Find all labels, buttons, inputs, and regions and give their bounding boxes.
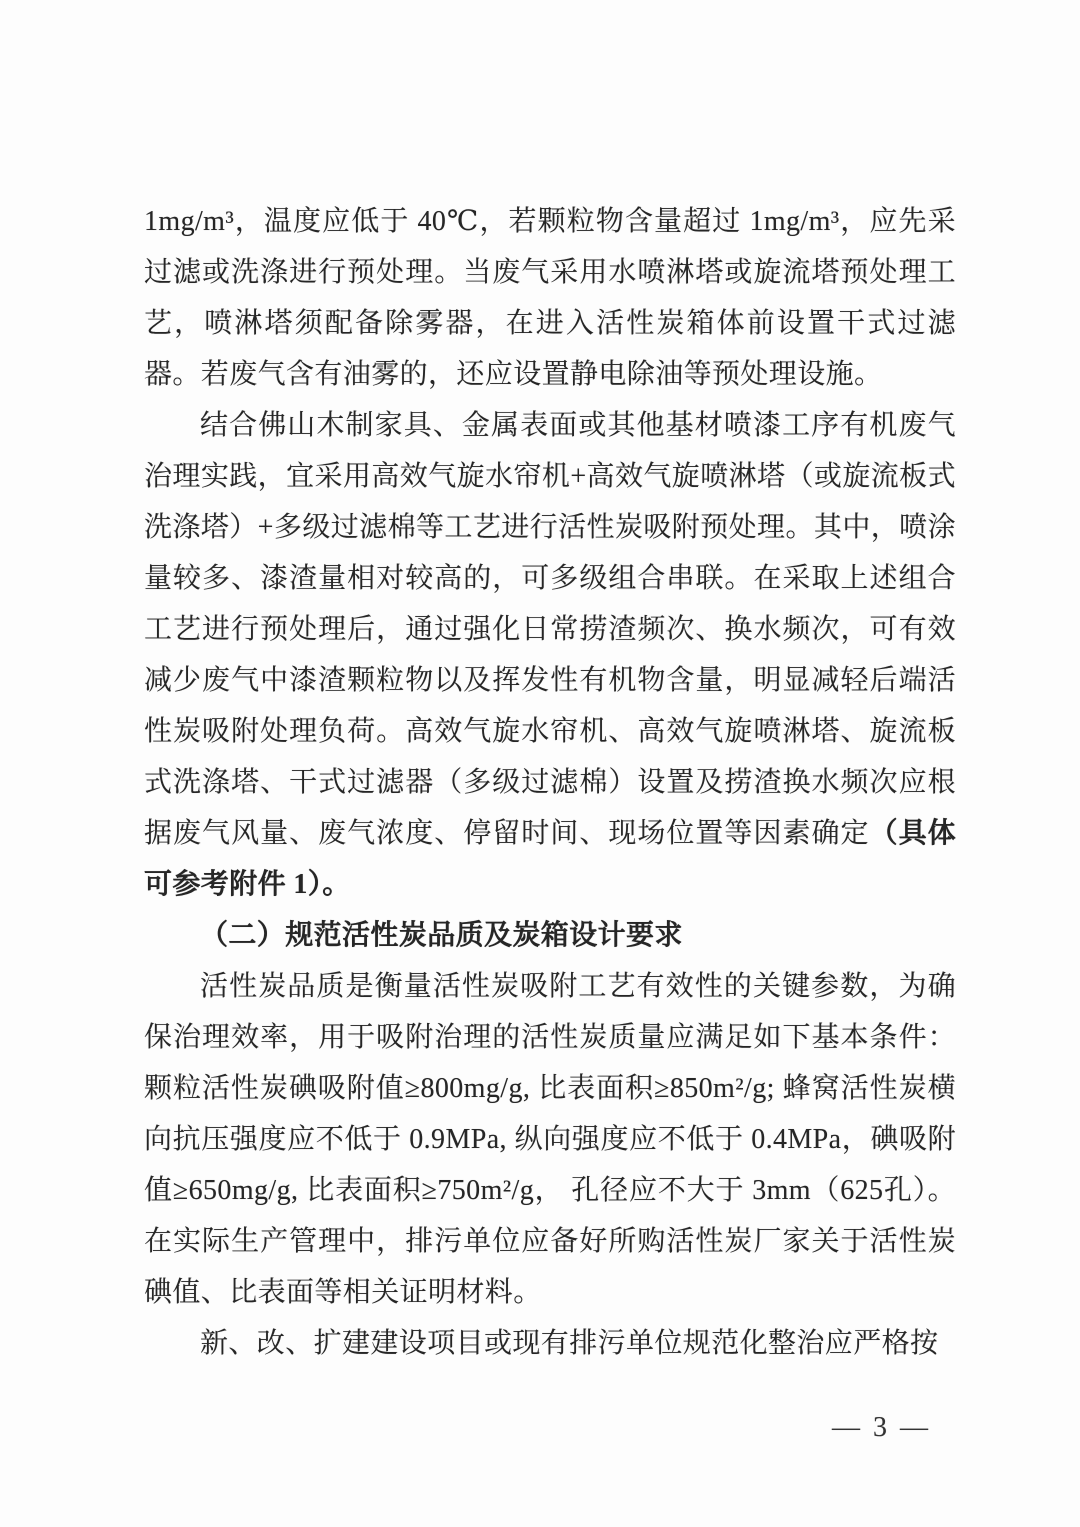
attachment-reference-bold: （具体可参考附件 1）。	[144, 818, 956, 900]
paragraph-foshan-practice	[144, 400, 956, 910]
paragraph-carbon-quality-criteria: 活性炭品质是衡量活性炭吸附工艺有效性的关键参数，为确保治理效率，用于吸附治理的活性炭质量应满足如下基本条件：颗粒活性炭碘吸附值≥800mg/g, 比表面积≥850m²/g; 蜂窝活性炭横向抗压强度应不低于 0.9MPa, 纵向强度应不低于 0.4MPa，碘吸附值≥650mg/g, 比表面积≥750m²/g， 孔径应不大于 3mm（625孔）。在实际生产管理中，排污单位应备好所购活性炭厂家关于活性炭碘值、比表面等相关证明材料。	[144, 971, 956, 1308]
paragraph-new-projects: 新、改、扩建建设项目或现有排污单位规范化整治应严格按	[200, 1328, 939, 1359]
paragraph-pretreatment-requirements: 1mg/m³，温度应低于 40℃，若颗粒物含量超过 1mg/m³，应先采过滤或洗涤进行预处理。当废气采用水喷淋塔或旋流塔预处理工艺，喷淋塔须配备除雾器，在进入活性炭箱体前设置干式过滤器。若废气含有油雾的，还应设置静电除油等预处理设施。	[144, 206, 956, 390]
paragraph-foshan-practice-text: 结合佛山木制家具、金属表面或其他基材喷漆工序有机废气治理实践，宜采用高效气旋水帘机+高效气旋喷淋塔（或旋流板式洗涤塔）+多级过滤棉等工艺进行活性炭吸附预处理。其中，喷涂量较多、漆渣量相对较高的，可多级组合串联。在采取上述组合工艺进行预处理后，通过强化日常捞渣频次、换水频次，可有效减少废气中漆渣颗粒物以及挥发性有机物含量，明显减轻后端活性炭吸附处理负荷。高效气旋水帘机、高效气旋喷淋塔、旋流板式洗涤塔、干式过滤器（多级过滤棉）设置及捞渣换水频次应根据废气风量、废气浓度、停留时间、现场位置等因素确定	[144, 410, 956, 849]
page-number: — 3 —	[832, 1412, 931, 1443]
document-body	[144, 196, 956, 1369]
section-heading-carbon-quality: （二）规范活性炭品质及炭箱设计要求	[200, 920, 683, 951]
